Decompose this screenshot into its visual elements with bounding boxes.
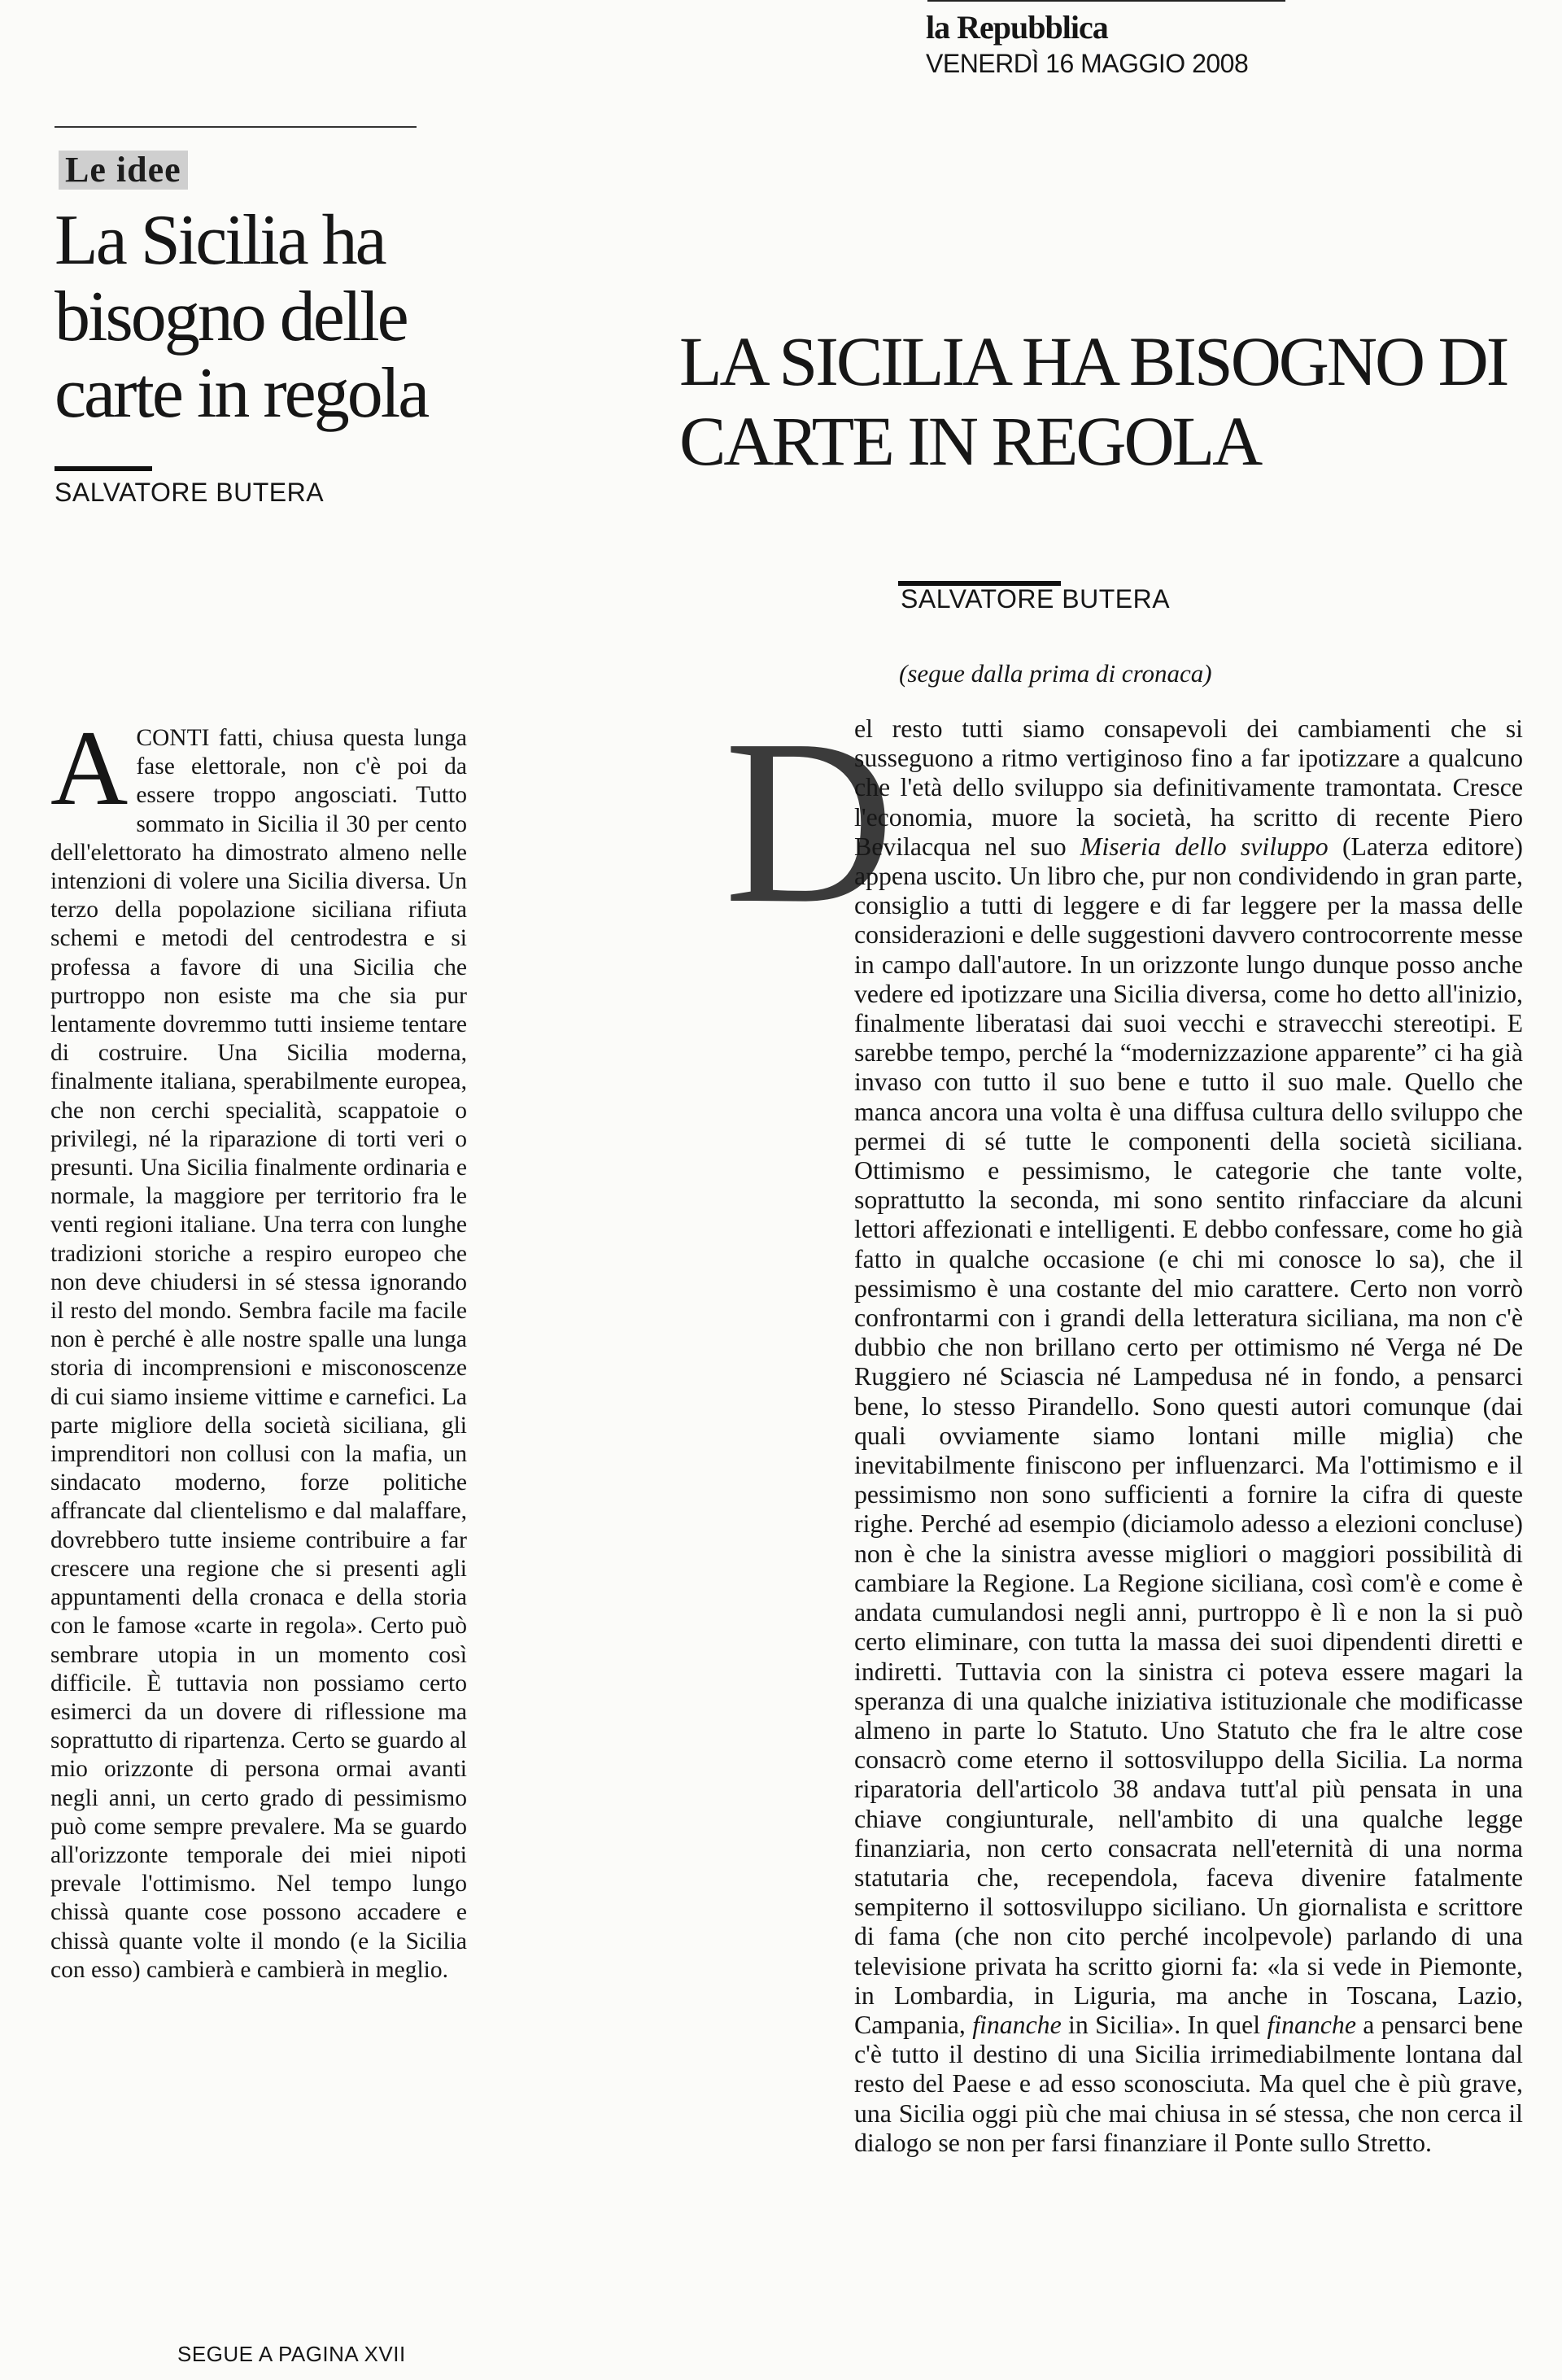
emphasis-finanche-2: finanche — [1267, 2010, 1356, 2039]
section-kicker: Le idee — [59, 151, 188, 190]
continued-from-note: (segue dalla prima di cronaca) — [899, 659, 1212, 688]
publication-date: VENERDÌ 16 MAGGIO 2008 — [926, 49, 1249, 78]
paper-name: la Repubblica — [926, 9, 1108, 46]
right-body-main: (Laterza editore) appena uscito. Un libro che, pur non condividendo in gran parte, consiglio a tutti di leggere e di far leggere per la massa delle considerazioni e delle suggestioni davvero controcorrente messe in campo dall'autore. In un orizzonte lungo dunque posso anche vedere ed ipotizzare una Sicilia diversa, come ho detto all'inizio, finalmente liberatasi dai suoi vecchi e stravecchi stereotipi. E sarebbe tempo, perché la “modernizzazione apparente” ci ha già invaso con tutto il suo bene e tutto il suo male. Quello che manca ancora una volta è una diffusa cultura dello sviluppo che permei di sé tutte le componenti della società siciliana. Ottimismo e pessimismo, le categorie che tante volte, soprattutto la seconda, mi sono sentito rinfacciare da alcuni lettori affezionati e intelligenti. E debbo confessare, come ho già fatto in qualche occasione (e chi mi conosce lo sa), che il pessimismo è una costante del mio carattere. Certo non vorrò confrontarmi con i grandi della letteratura siciliana, ma non c'è dubbio che non brillano certo per ottimismo né Verga né De Ruggiero né Sciascia né Lampedusa né in fondo, a pensarci bene, lo stesso Pirandello. Sono questi autori comunque (dai quali ovviamente siamo lontani mille miglia) che inevitabilmente finiscono per influenzarci. Ma l'ottimismo e il pessimismo non sono sufficienti a fornire la cifra di queste righe. Perché ad esempio (diciamolo adesso a elezioni concluse) non è che la sinistra avesse migliori o maggiori possibilità di cambiare la Regione. La Regione siciliana, così com'è e come è andata cumulandosi negli anni, purtroppo è lì e non la si può certo eliminare, con tutta la massa dei suoi dipendenti diretti e indiretti. Tuttavia con la sinistra ci poteva essere magari la speranza di una qualche iniziativa istituzionale che modificasse almeno in parte lo Statuto. Uno Statuto che fra le altre cose consacrò come eterno il sottosviluppo della Sicilia. La norma riparatoria dell'articolo 38 andava tutt'al più pensata in una chiave congiunturale, nell'ambito di una qualche legge finanziaria, non certo consacrata nell'eternità di una norma statutaria che, recependola, faceva divenire fatalmente sempiterno il sottosviluppo siciliano. Un giornalista e scrittore di fama (che non cito perché incolpevole) parlando di una televisione privata ha scritto giorni fa: «la si vede in Piemonte, in Lombardia, in Liguria, ma anche in Toscana, Lazio, Campania, — [854, 832, 1523, 2039]
right-body-intro: el resto tutti siamo consapevoli dei cambiamenti che si susseguono a ritmo vertiginoso fino a far ipotizzare a qualcuno che l'età dello sviluppo sia definitivamente tramontata. Cresce l'economia, muore la società, ha scritto di recente Piero Bevilacqua nel suo — [854, 714, 1523, 861]
section-rule — [55, 126, 417, 128]
continuation-note: SEGUE A PAGINA XVII — [177, 2342, 406, 2366]
left-headline: La Sicilia ha bisogno delle carte in regola — [55, 201, 428, 433]
right-body-quote-end: in Sicilia». In quel — [1061, 2010, 1267, 2039]
left-body-text: CONTI fatti, chiusa questa lunga fase elettorale, non c'è poi da essere troppo angosciati. Tutto sommato in Sicilia il 30 per cento dell'elettorato ha dimostrato almeno nelle intenzioni di volere una Sicilia diversa. Un terzo della popolazione siciliana rifiuta schemi e metodi del centrodestra e si professa a favore di una Sicilia che purtroppo non esiste ma che sia pur lentamente dovremmo tutti insieme tentare di costruire. Una Sicilia moderna, finalmente italiana, sperabilmente europea, che non cerchi specialità, scappatoie o privilegi, né la riparazione di torti veri o presunti. Una Sicilia finalmente ordinaria e normale, la maggiore per territorio fra le venti regioni italiane. Una terra con lunghe tradizioni storiche a respiro europeo che non deve chiudersi in sé stessa ignorando il resto del mondo. Sembra facile ma facile non è perché è alle nostre spalle una lunga storia di incomprensioni e misconoscenze di cui siamo insieme vittime e carnefici. La parte migliore della società siciliana, gli imprenditori non collusi con la mafia, un sindacato moderno, forze politiche affrancate dal clientelismo e dal malaffare, dovrebbero tutte insieme contribuire a far crescere una regione che si presenti agli appuntamenti della cronaca e della storia con le famose «carte in regola». Certo può sembrare utopia in un momento così difficile. È tuttavia non possiamo certo esimerci da un dovere di riflessione ma soprattutto di ripartenza. Certo se guardo al mio orizzonte di persona ormai avanti negli anni, un certo grado di pessimismo può come sempre prevalere. Ma se guardo all'orizzonte temporale dei miei nipoti prevale l'ottimismo. Nel tempo lungo chissà quante cose possono accadere e chissà quante volte il mondo (e la Sicilia con esso) cambierà e cambierà in meglio. — [50, 725, 467, 1983]
right-article-body — [854, 714, 1523, 2158]
byline-rule — [55, 466, 152, 471]
left-article-body — [50, 708, 467, 1985]
right-headline: LA SICILIA HA BISOGNO DI CARTE IN REGOLA — [679, 322, 1507, 480]
emphasis-finanche: finanche — [972, 2010, 1062, 2039]
right-dropcap: D — [724, 691, 895, 952]
right-byline: SALVATORE BUTERA — [901, 584, 1171, 614]
left-article-header — [50, 126, 449, 509]
left-byline: SALVATORE BUTERA — [55, 478, 325, 507]
masthead — [926, 2, 1300, 80]
book-title: Miseria dello sviluppo — [1080, 832, 1329, 861]
right-body-end: a pensarci bene c'è tutto il destino di una Sicilia irrimediabilmente lontana dal resto del Paese e ad esso sconosciuta. Ma quel che è più grave, una Sicilia oggi più che mai chiusa in sé stessa, che non cerca il dialogo se non per farsi finanziare il Ponte sullo Stretto. — [854, 2010, 1524, 2157]
left-dropcap: A — [50, 708, 129, 828]
